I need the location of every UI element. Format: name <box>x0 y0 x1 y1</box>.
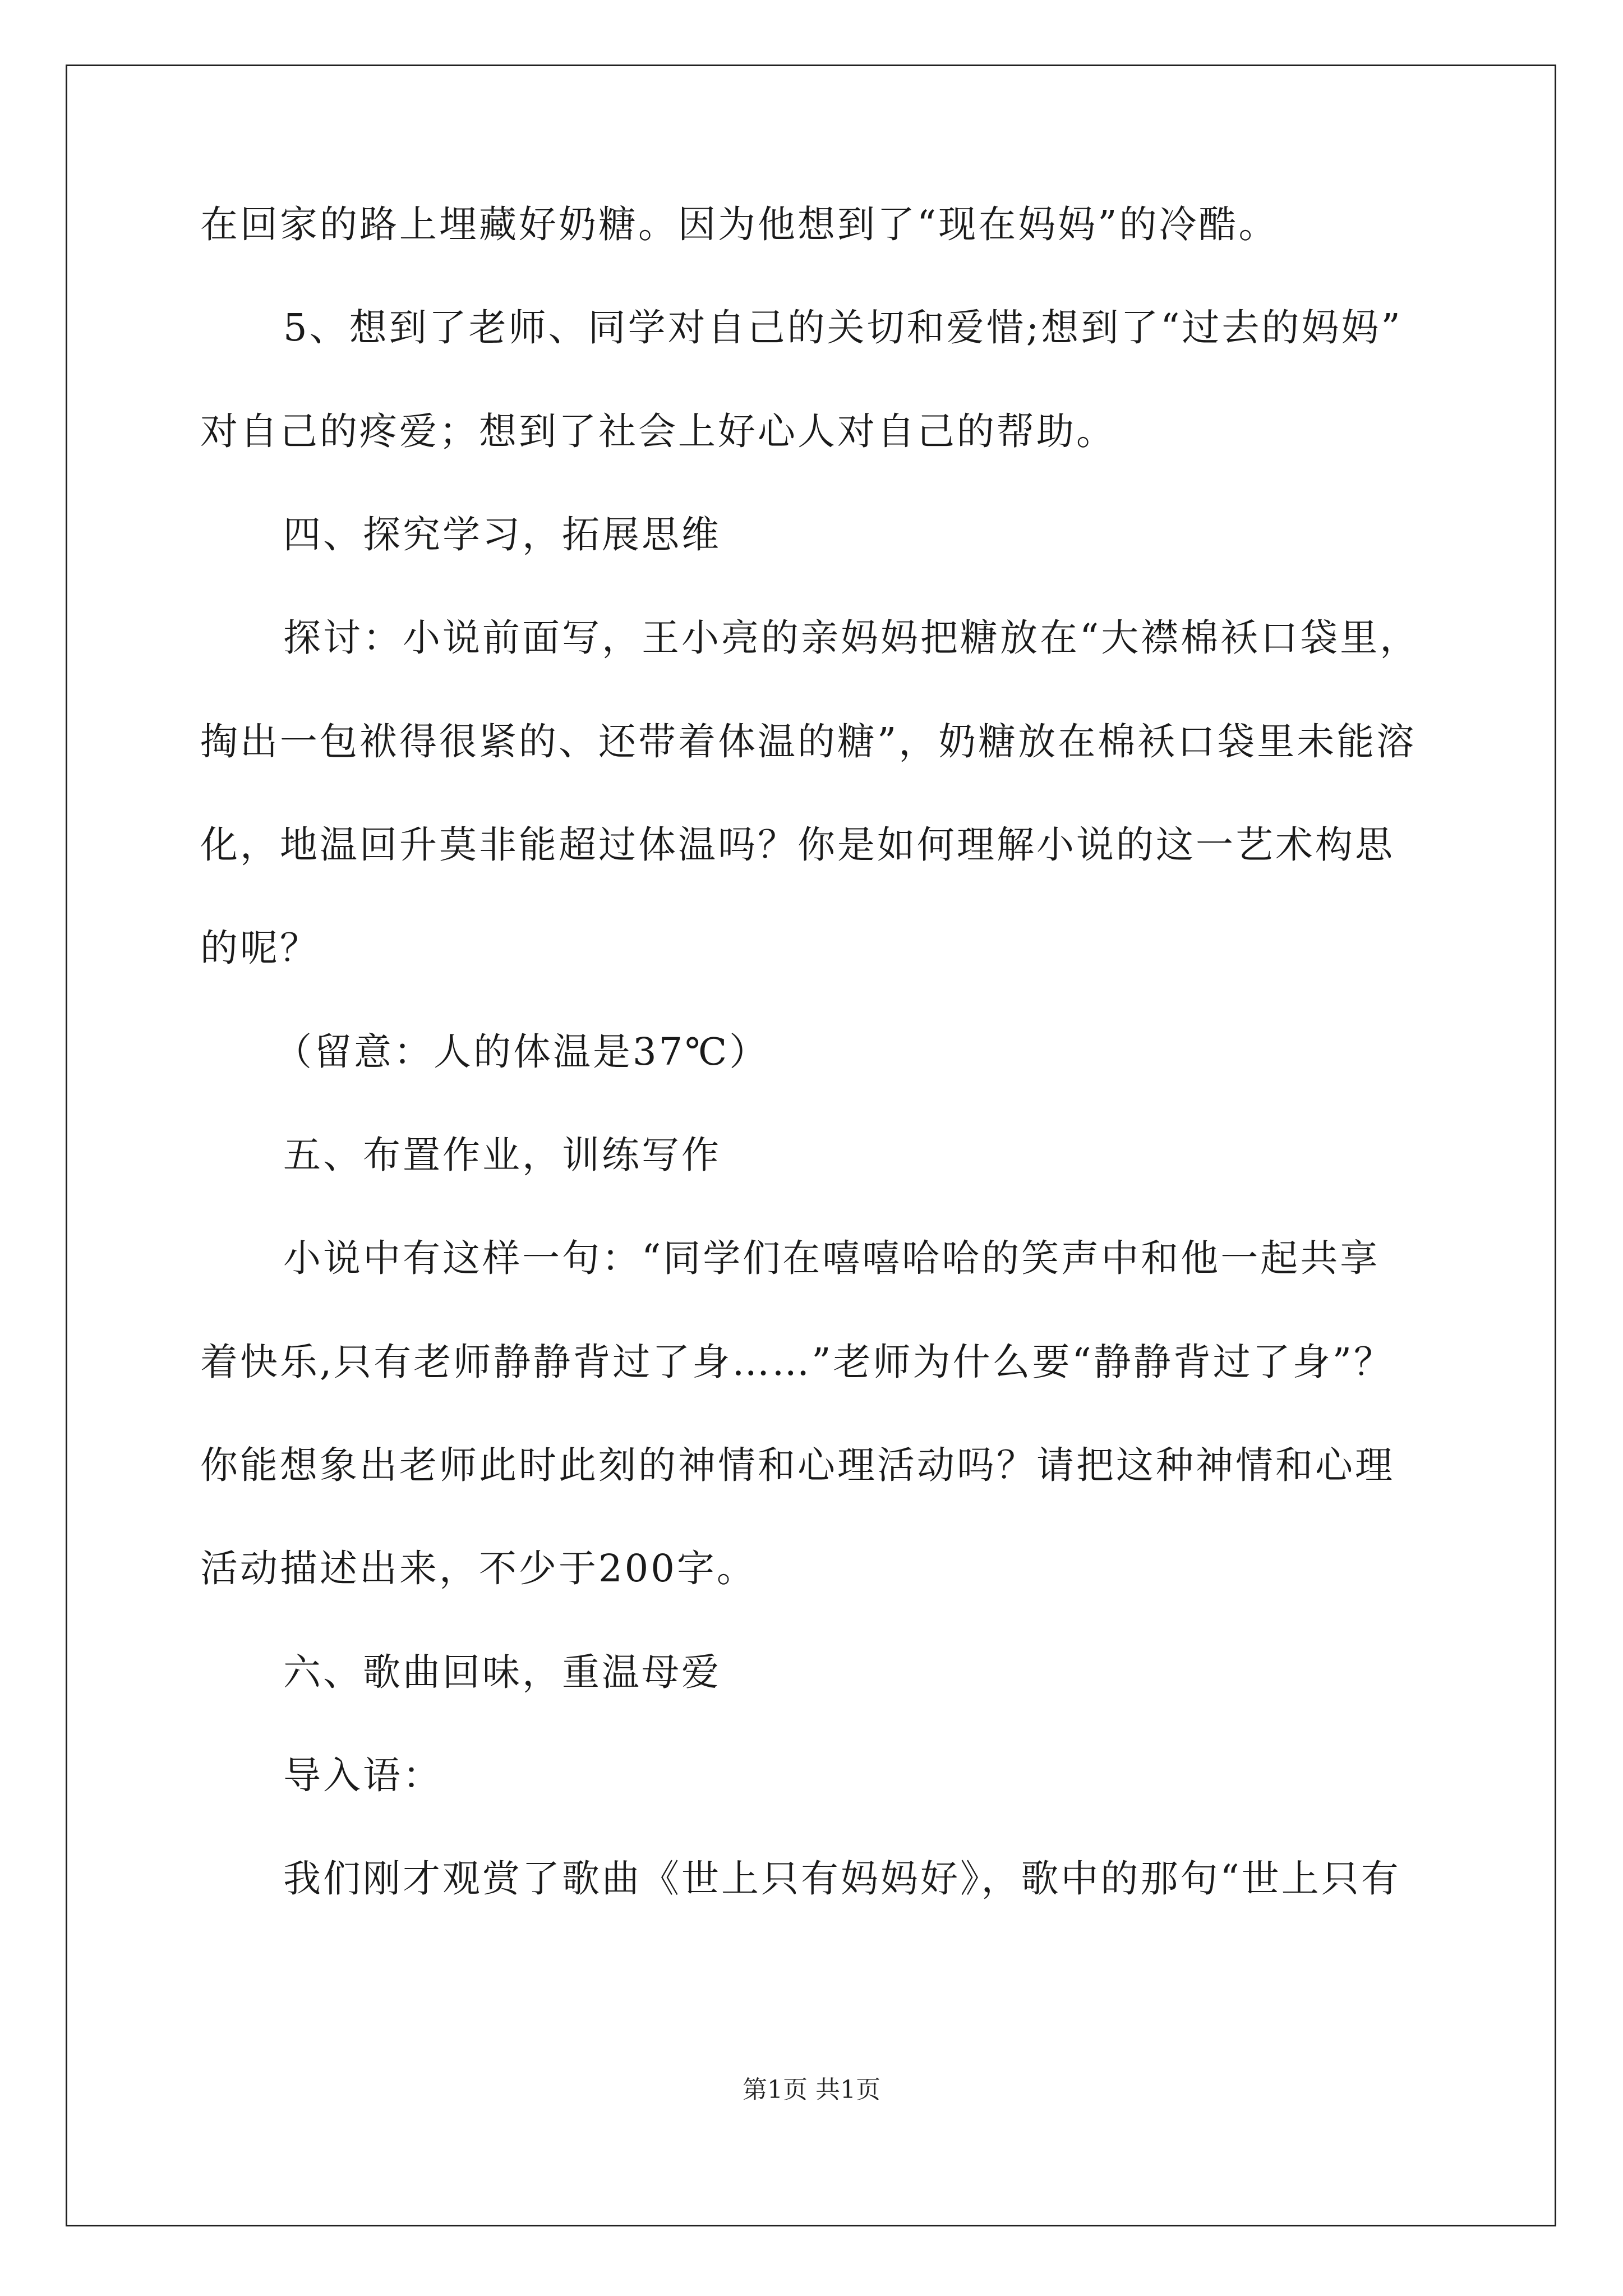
text-line-1: 在回家的路上埋藏好奶糖。因为他想到了“现在妈妈”的冷酷。 <box>200 203 1279 246</box>
text-line-6: 掏出一包袱得很紧的、还带着体温的糖”，奶糖放在棉袄口袋里未能溶 <box>200 720 1417 763</box>
text-line-12: 着快乐,只有老师静静背过了身……”老师为什么要“静静背过了身”？ <box>200 1340 1394 1384</box>
text-line-3: 对自己的疼爱；想到了社会上好心人对自己的帮助。 <box>200 409 1116 453</box>
text-line-17: 我们刚才观赏了歌曲《世上只有妈妈好》，歌中的那句“世上只有 <box>283 1857 1401 1901</box>
text-line-14: 活动描述出来，不少于200字。 <box>200 1547 757 1590</box>
text-line-8: 的呢？ <box>200 926 320 970</box>
section-heading-4: 四、探究学习，拓展思维 <box>283 513 721 556</box>
section-heading-6: 六、歌曲回味，重温母爱 <box>283 1650 721 1694</box>
section-heading-5: 五、布置作业，训练写作 <box>283 1133 721 1177</box>
text-line-11: 小说中有这样一句：“同学们在嘻嘻哈哈的笑声中和他一起共享 <box>283 1236 1380 1280</box>
text-line-5: 探讨：小说前面写，王小亮的亲妈妈把糖放在“大襟棉袄口袋里， <box>283 616 1420 660</box>
text-line-16: 导入语： <box>283 1754 442 1797</box>
text-line-9: （留意：人的体温是37℃） <box>274 1030 769 1074</box>
text-line-13: 你能想象出老师此时此刻的神情和心理活动吗？请把这种神情和心理 <box>200 1443 1395 1487</box>
text-line-7: 化，地温回升莫非能超过体温吗？你是如何理解小说的这一艺术构思 <box>200 823 1395 867</box>
text-line-2: 5、想到了老师、同学对自己的关切和爱惜;想到了“过去的妈妈” <box>283 306 1403 349</box>
page-footer: 第1页 共1页 <box>743 2076 880 2104</box>
